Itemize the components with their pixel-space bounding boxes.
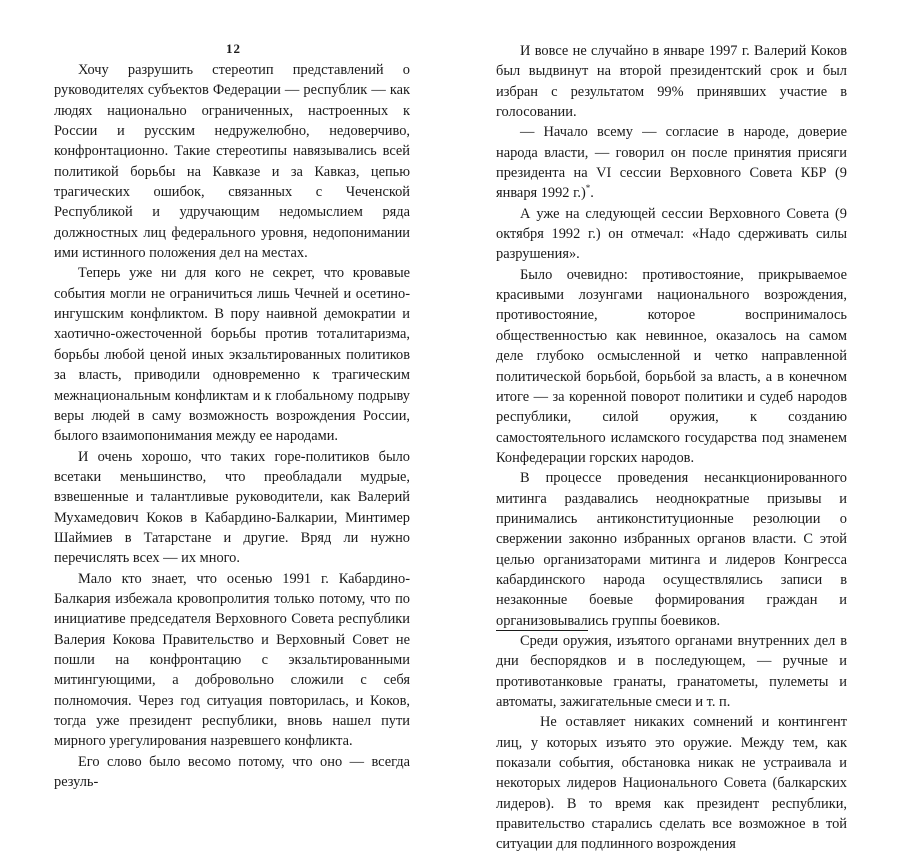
left-paragraph-1: Хочу разрушить стереотип представлений о руководителях субъектов Федерации — республик — как людях национально ограниченных, настроенных к России и русским недружелюбно, недоверчиво, конфронтационно. Такие стереотипы навязывались всей политикой борьбы на Кавказе и за Кавказ, цепью трагических ошибок, связанных с Чеченской Республикой и удручающим недомыслием ряда должностных лиц федерального уровня, недопонимании ими истинного положения дел на местах.	[54, 62, 410, 262]
right-paragraph-1: И вовсе не случайно в январе 1997 г. Валерий Коков был выдвинут на второй президентский срок и был избран с результатом 99% принявших участие в голосовании.	[496, 43, 847, 121]
footnote-marker: *	[585, 183, 591, 194]
right-paragraph-2: — Начало всему — согласие в народе, доверие народа власти, — говорил он после принятия присяги президента на VI сессии Верховного Совета КБР (9 января 1992 г.)*.	[496, 124, 847, 202]
right-paragraph-4: Было очевидно: противостояние, прикрываемое красивыми лозунгами национального возрождения, противостояние, которое воспринималось общественностью как невинное, оказалось на самом деле глубоко осмысленной и четко направленной политической борьбой, борьбой за власть, а в конечном итоге — за коренной поворот политики и судеб народов республики, силой оружия, к созданию самостоятельного исламского государства под знаменем Конфедерации горских народов.	[496, 266, 847, 466]
left-paragraph-5: Его слово было весомо потому, что оно — всегда резуль-	[54, 753, 410, 791]
left-paragraph-3: И очень хорошо, что таких горе-политиков было всетаки меньшинство, что преобладали мудрые, взвешенные и талантливые руководители, как Валерий Мухамедович Коков в Кабардино-Балкарии, Минтимер Шаймиев в Татарстане и другие. Вряд ли нужно перечислять всех — их много.	[54, 448, 410, 567]
footnote-rule	[496, 630, 588, 631]
right-paragraph-5: В процессе проведения несанкционированного митинга раздавались неоднократные призывы и принимались антиконституционные резолюции о свержении законно избранных органов власти. С этой целью организаторами митинга и лидеров Конгресса кабардинского народа осуществлялись записи в незаконные боевые формирования граждан и организовывались группы боевиков.	[496, 470, 847, 629]
left-paragraph-4: Мало кто знает, что осенью 1991 г. Кабардино-Балкария избежала кровопролития только потому, что по инициативе председателя Верховного Совета республики Валерия Кокова Правительство и Верховный Совет не пошли на конфронтацию с экзальтированными митингующими, а добровольно сложили с себя полномочия. Через год ситуация повторилась, и Коков, тогда уже президент республики, вновь нашел пути мирного урегулирования назревшего конфликта.	[54, 570, 410, 750]
right-page-text	[496, 41, 847, 855]
right-paragraph-6: Среди оружия, изъятого органами внутренних дел в дни беспорядков и в последующем, — ручные и противотанковые гранаты, гранатометы, пулеметы и автоматы, зажигательные смеси и т. п.	[496, 632, 847, 710]
left-paragraph-2: Теперь уже ни для кого не секрет, что кровавые события могли не ограничиться лишь Чечней и осетино-ингушским конфликтом. В пору наивной демократии и хаотично-ожесточенной борьбы против тоталитаризма, борьбы любой ценой иных экзальтированных политиков за власть, приводили одновременно к трагическим межнациональным конфликтам и к глобальному подрыву веры людей в саму возможность возрождения России, былого взаимопонимания между ее народами.	[54, 265, 410, 445]
left-page-text	[54, 60, 410, 792]
page-number: 12	[226, 41, 241, 56]
right-paragraph-7: Не оставляет никаких сомнений и контингент лиц, у которых изъято это оружие. Между тем, как показали события, обстановка никак не устраивала и некоторых лидеров Национального Совета (балкарских лидеров). В то время как президент республики, правительство старались сделать все возможное в той ситуации для подлинного возрождения	[496, 714, 847, 853]
right-paragraph-2-text: — Начало всему — согласие в народе, доверие народа власти, — говорил он после принятия присяги президента на VI сессии Верховного Совета КБР (9 января 1992 г.)	[496, 124, 847, 202]
right-paragraph-3: А уже на следующей сессии Верховного Совета (9 октября 1992 г.) он отмечал: «Надо сдерживать силы разрушения».	[496, 205, 847, 263]
